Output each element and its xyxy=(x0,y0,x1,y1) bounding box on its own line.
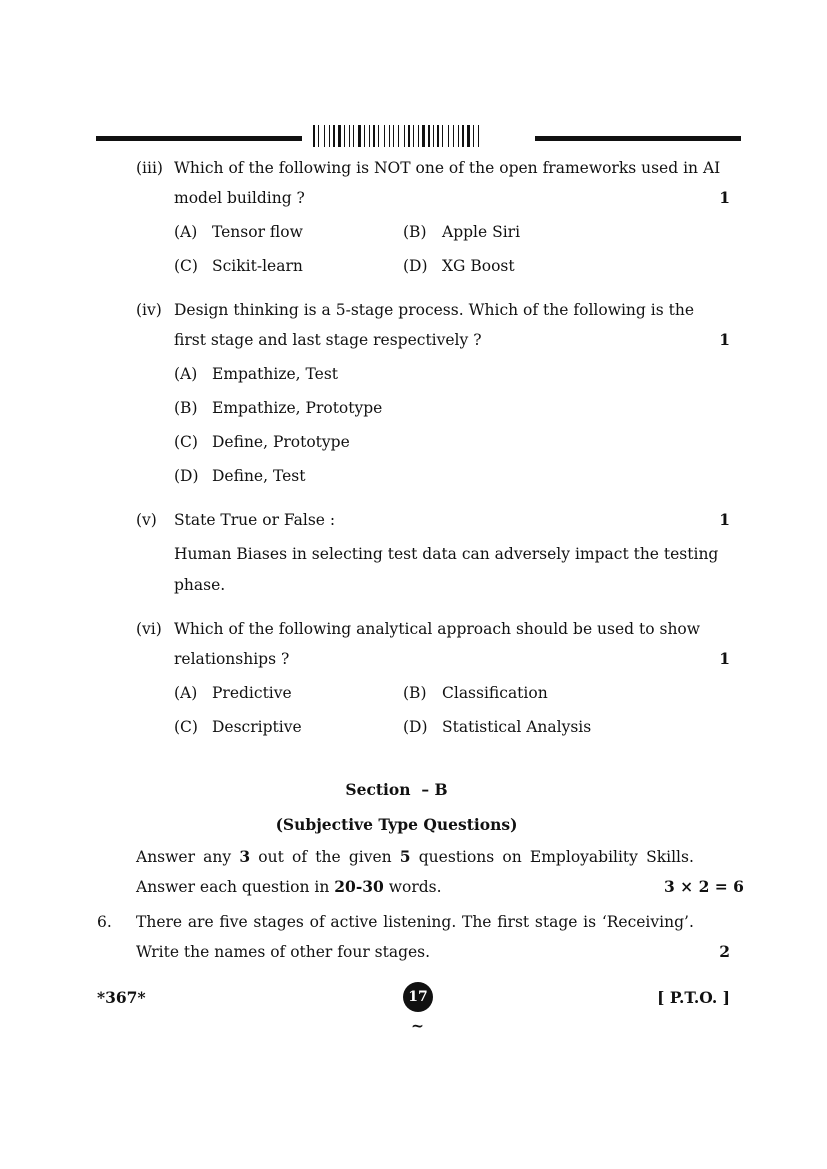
barcode-bar xyxy=(324,125,325,147)
header-rule-right xyxy=(535,136,741,141)
barcode-bar xyxy=(406,125,407,147)
question-number: (iv) xyxy=(136,301,162,319)
barcode-bar xyxy=(362,125,363,147)
question-word: listening. xyxy=(383,913,457,931)
barcode-bar xyxy=(391,125,392,147)
section-title: Section – B xyxy=(345,780,448,799)
option-label: (A) xyxy=(174,223,198,241)
section-instruction xyxy=(136,847,694,867)
barcode-bar xyxy=(428,125,430,147)
option-text: Classification xyxy=(442,684,548,702)
question-number: (v) xyxy=(136,511,157,529)
instruction-word: 5 xyxy=(399,847,411,866)
instruction-word: on xyxy=(502,848,522,866)
barcode-bar xyxy=(433,125,434,147)
barcode-bar xyxy=(450,125,452,147)
paper-code: *367* xyxy=(97,988,146,1007)
barcode-bar xyxy=(316,125,317,147)
instruction-text: words. xyxy=(383,878,442,896)
instruction-word: Employability xyxy=(529,848,638,866)
option-label: (A) xyxy=(174,365,198,383)
barcode-bar xyxy=(413,125,414,147)
option-label: (D) xyxy=(174,467,199,485)
barcode-bar xyxy=(442,125,443,147)
barcode-bar xyxy=(376,125,377,147)
barcode-bar xyxy=(460,125,461,147)
question-word: The xyxy=(461,913,492,931)
question-word: active xyxy=(330,913,378,931)
barcode-bar xyxy=(373,125,375,147)
barcode-bar xyxy=(471,125,472,147)
barcode xyxy=(313,125,513,147)
instruction-word: given xyxy=(348,848,392,866)
question-marks: 2 xyxy=(719,942,730,961)
barcode-bar xyxy=(336,125,337,147)
question-word: of xyxy=(309,913,325,931)
barcode-bar xyxy=(437,125,439,147)
barcode-bar xyxy=(380,125,383,147)
barcode-bar xyxy=(404,125,405,147)
barcode-bar xyxy=(358,125,361,147)
section-marks: 3 × 2 = 6 xyxy=(664,877,744,896)
barcode-bar xyxy=(475,125,477,147)
option-label: (C) xyxy=(174,433,198,451)
barcode-bar xyxy=(393,125,394,147)
barcode-bar xyxy=(389,125,390,147)
barcode-bar xyxy=(364,125,365,147)
question-marks: 1 xyxy=(719,649,730,668)
section-subtitle: (Subjective Type Questions) xyxy=(275,815,518,834)
statement-text: Human Biases in selecting test data can adversely impact the testing xyxy=(174,545,719,563)
barcode-bar xyxy=(455,125,457,147)
instruction-word: the xyxy=(315,848,341,866)
barcode-bar xyxy=(371,125,372,147)
barcode-bar xyxy=(465,125,466,147)
barcode-bar xyxy=(398,125,399,147)
barcode-bar xyxy=(426,125,427,147)
question-word: stage xyxy=(534,913,578,931)
option-text: Define, Test xyxy=(212,467,306,485)
barcode-bar xyxy=(411,125,412,147)
barcode-bar xyxy=(478,125,479,147)
barcode-bar xyxy=(386,125,388,147)
barcode-bar xyxy=(313,125,315,147)
option-text: XG Boost xyxy=(442,257,515,275)
barcode-bar xyxy=(435,125,436,147)
barcode-bar xyxy=(333,125,335,147)
question-text: Write the names of other four stages. xyxy=(136,943,431,961)
option-label: (B) xyxy=(403,223,427,241)
option-label: (B) xyxy=(174,399,198,417)
question-text xyxy=(136,912,694,932)
option-text: Descriptive xyxy=(212,718,302,736)
barcode-bar xyxy=(400,125,403,147)
barcode-bar xyxy=(467,125,470,147)
question-text: Which of the following is NOT one of the open frameworks used in AI xyxy=(174,159,721,177)
barcode-bar xyxy=(351,125,352,147)
tilde-mark: ~ xyxy=(411,1016,424,1035)
section-instruction xyxy=(136,877,442,897)
option-text: Apple Siri xyxy=(442,223,521,241)
barcode-bar xyxy=(378,125,379,147)
option-label: (C) xyxy=(174,718,198,736)
barcode-bar xyxy=(458,125,459,147)
barcode-bar xyxy=(448,125,449,147)
barcode-bar xyxy=(395,125,397,147)
barcode-bar xyxy=(440,125,441,147)
instruction-word: 3 xyxy=(239,847,251,866)
barcode-bar xyxy=(346,125,348,147)
instruction-word: out xyxy=(258,848,284,866)
barcode-bar xyxy=(473,125,474,147)
question-text: first stage and last stage respectively ? xyxy=(174,331,482,349)
barcode-bar xyxy=(422,125,425,147)
option-label: (D) xyxy=(403,257,428,275)
question-number: 6. xyxy=(97,913,112,931)
instruction-word: Skills. xyxy=(646,848,694,866)
option-text: Empathize, Test xyxy=(212,365,339,383)
barcode-bar xyxy=(329,125,330,147)
barcode-bar xyxy=(338,125,341,147)
barcode-bar xyxy=(420,125,421,147)
barcode-bar xyxy=(462,125,464,147)
question-text: relationships ? xyxy=(174,650,290,668)
statement-text: phase. xyxy=(174,576,226,594)
question-marks: 1 xyxy=(719,510,730,529)
option-label: (C) xyxy=(174,257,198,275)
barcode-bar xyxy=(453,125,454,147)
barcode-bar xyxy=(444,125,447,147)
option-text: Tensor flow xyxy=(212,223,303,241)
question-number: (iii) xyxy=(136,159,163,177)
option-text: Statistical Analysis xyxy=(442,718,592,736)
option-text: Empathize, Prototype xyxy=(212,399,383,417)
barcode-bar xyxy=(408,125,410,147)
barcode-bar xyxy=(480,125,482,147)
question-word: There xyxy=(136,913,183,931)
page-number: 17 xyxy=(403,982,433,1012)
barcode-bar xyxy=(353,125,354,147)
barcode-bar xyxy=(331,125,332,147)
barcode-bar xyxy=(318,125,319,147)
barcode-bar xyxy=(431,125,432,147)
question-word: first xyxy=(497,913,530,931)
header-rule-left xyxy=(96,136,302,141)
instruction-word: any xyxy=(203,848,232,866)
question-word: are xyxy=(187,913,214,931)
option-text: Predictive xyxy=(212,684,292,702)
option-label: (D) xyxy=(403,718,428,736)
barcode-bar xyxy=(326,125,328,147)
option-text: Scikit-learn xyxy=(212,257,303,275)
barcode-bar xyxy=(355,125,357,147)
instruction-word: Answer xyxy=(136,848,195,866)
option-label: (B) xyxy=(403,684,427,702)
instruction-text: Answer each question in xyxy=(136,878,335,896)
barcode-bar xyxy=(349,125,350,147)
barcode-bar xyxy=(418,125,419,147)
question-word: is xyxy=(583,913,597,931)
question-word: five xyxy=(219,913,248,931)
instruction-word: questions xyxy=(418,848,495,866)
barcode-bar xyxy=(415,125,417,147)
pto-label: [ P.T.O. ] xyxy=(657,988,730,1007)
question-marks: 1 xyxy=(719,330,730,349)
question-text: Which of the following analytical approach should be used to show xyxy=(174,620,701,638)
question-number: (vi) xyxy=(136,620,162,638)
question-text: Design thinking is a 5-stage process. Which of the following is the xyxy=(174,301,694,319)
question-word: ‘Receiving’. xyxy=(601,913,694,931)
option-text: Define, Prototype xyxy=(212,433,350,451)
question-marks: 1 xyxy=(719,188,730,207)
barcode-bar xyxy=(320,125,323,147)
barcode-bar xyxy=(366,125,368,147)
word-count: 20-30 xyxy=(334,877,384,896)
instruction-word: of xyxy=(292,848,308,866)
barcode-bar xyxy=(344,125,345,147)
barcode-bar xyxy=(384,125,385,147)
barcode-bar xyxy=(342,125,343,147)
question-text: State True or False : xyxy=(174,511,336,529)
question-text: model building ? xyxy=(174,189,305,207)
option-label: (A) xyxy=(174,684,198,702)
barcode-bar xyxy=(369,125,370,147)
question-word: stages xyxy=(253,913,304,931)
